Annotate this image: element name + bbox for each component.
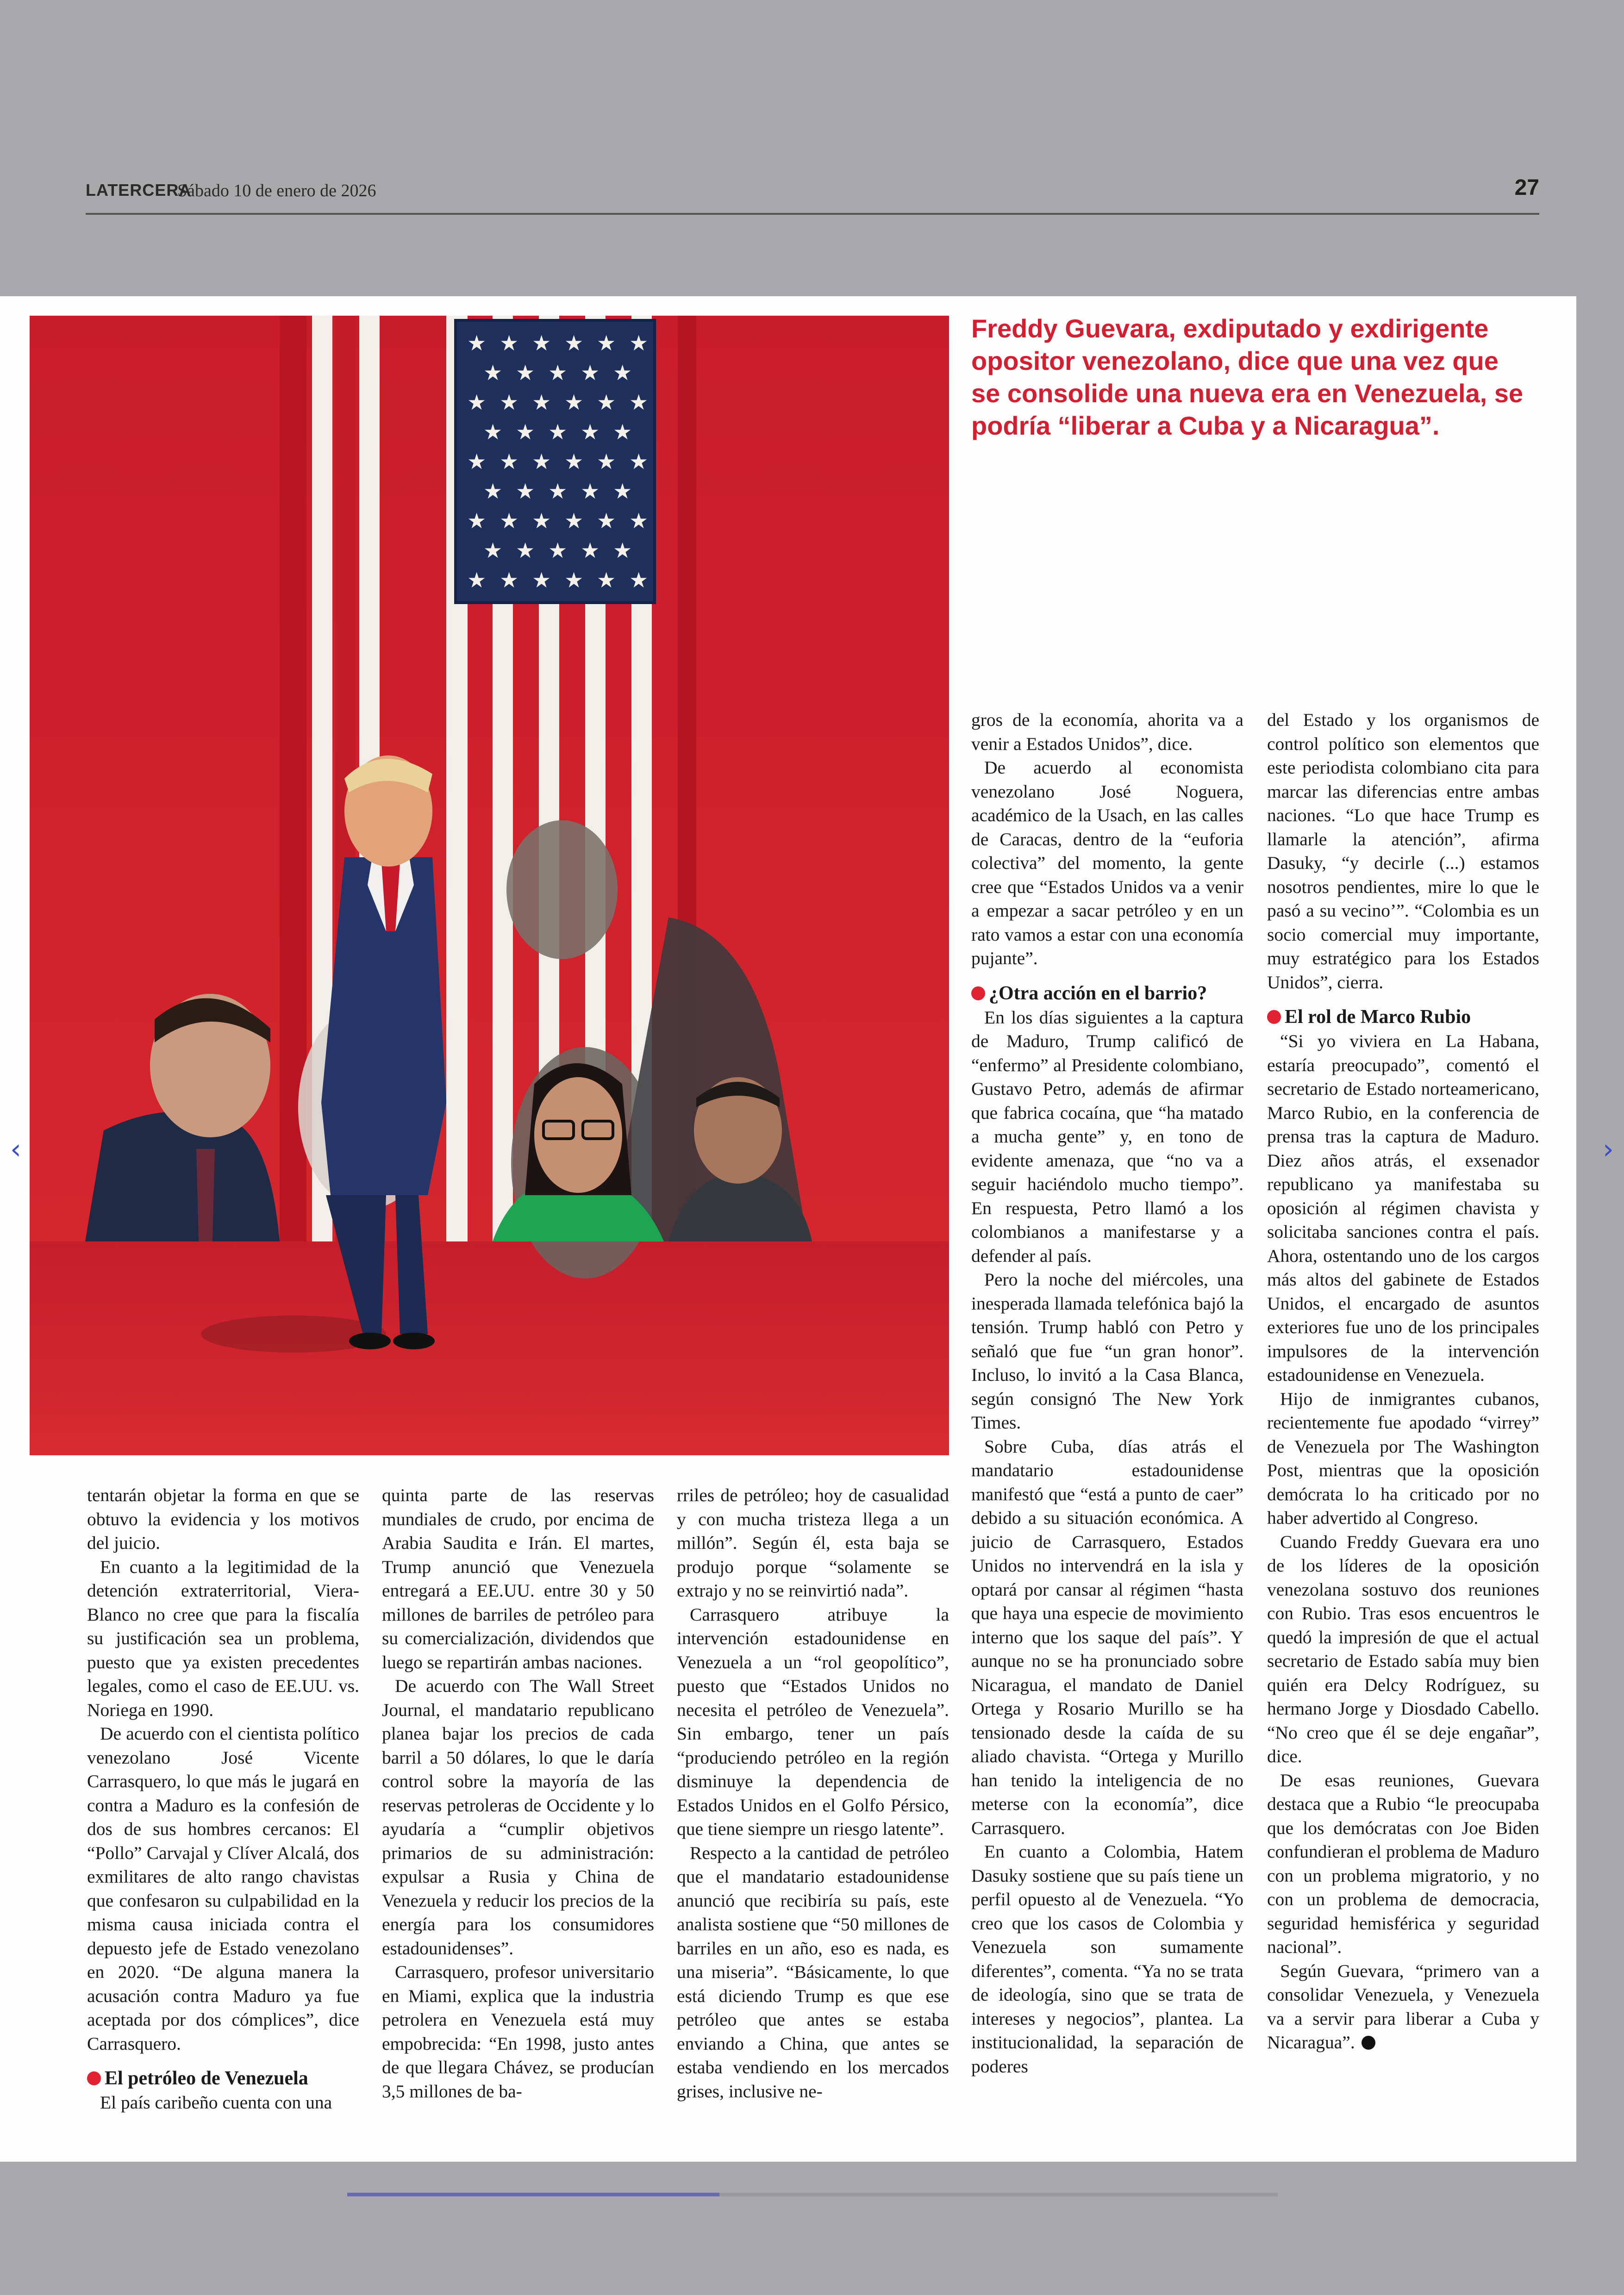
bullet-dot-icon (1267, 1010, 1281, 1024)
paragraph: En cuanto a Colombia, Hatem Dasuky sostiene que su país tiene un perfil opuesto al de Venezuela. “Yo creo que los casos de Colombia y Venezuela son sumamente diferentes”, comenta. “Ya no se trata de ideología, sino que se trata de intereses y negocios”, plantea. La institucionalidad, la separación de poderes (971, 1841, 1243, 2077)
flag-star-icon: ★ (548, 419, 568, 444)
paragraph: Hijo de inmigrantes cubanos, recientemente fue apodado “virrey” de Venezuela por The Washington Post, mientras que la oposición demócrata lo ha criticado por no haber advertido al Congreso. (1267, 1388, 1539, 1528)
paragraph: De acuerdo con The Wall Street Journal, el mandatario republicano planea bajar los precios de cada barril a 50 dólares, lo que le daría control sobre la mayoría de las reservas petroleras de Occidente y lo ayudaría a “cumplir objetivos primarios de su administración: expulsar a Rusia y China de Venezuela y reducir los precios de la energía para los consumidores estadounidenses”. (382, 1676, 654, 1958)
paragraph: De acuerdo al economista venezolano José Noguera, académico de la Usach, en las calles de Caracas, dentro de la “euforia colectiva” del momento, la gente cree que “Estados Unidos va a venir a empezar a sacar petróleo y en un rato vamos a estar con una economía pujante”. (971, 757, 1243, 968)
paragraph: Cuando Freddy Guevara era uno de los líderes de la oposición venezolana sostuvo dos reuniones con Rubio. Tras esos encuentros le quedó la impresión de que el actual secretario de Estado sabía muy bien quién era Delcy Rodríguez, su hermano Jorge y Diosdado Cabello. “No creo que él se deje engañar”, dice. (1267, 1531, 1539, 1766)
flag-star-icon: ★ (629, 449, 649, 474)
flag-canton (456, 320, 655, 603)
flag-star-icon: ★ (532, 449, 551, 474)
flag-star-icon: ★ (597, 449, 616, 474)
flag-star-icon: ★ (597, 390, 616, 415)
flag-star-icon: ★ (613, 538, 632, 563)
paragraph: tentarán objetar la forma en que se obtuvo la evidencia y los motivos del juicio. (87, 1485, 359, 1553)
flag-star-icon: ★ (467, 568, 487, 592)
flag-star-icon: ★ (532, 331, 551, 355)
flag-star-icon: ★ (613, 419, 632, 444)
paragraph: del Estado y los organismos de control político son elementos que este periodista colombiano cita para marcar las diferencias entre ambas naciones. “Lo que hace Trump es llamarle la atención”, afirma Dasuky, “y decirle (...) estamos nosotros pendientes, mire lo que le pasó a su vecino’”. “Colombia es un socio comercial muy importante, muy estratégico para los Estados Unidos”, cierra. (1267, 710, 1539, 992)
flag-star-icon: ★ (483, 360, 503, 385)
flag-star-icon: ★ (548, 479, 568, 504)
flag-star-icon: ★ (483, 479, 503, 504)
next-page-button[interactable] (1598, 1133, 1618, 1166)
paragraph: De acuerdo con el cientista político venezolano José Vicente Carrasquero, lo que más le jugará en contra a Maduro es la confesión de dos de sus hombres cercanos: El “Pollo” Carvajal y Clíver Alcalá, dos exmilitares de alto rango chavistas que confesaron su culpabilidad en la misma causa iniciada contra el depuesto jefe de Estado venezolano en 2020. “De alguna manera la acusación contra Maduro ya fue aceptada por dos cómplices”, dice Carrasquero. (87, 1723, 359, 2054)
flag-star-icon: ★ (467, 449, 487, 474)
flag-star-icon: ★ (597, 568, 616, 592)
text-column-5 (1267, 708, 1539, 2055)
flag-star-icon: ★ (564, 568, 584, 592)
paragraph: Carrasquero, profesor universitario en Miami, explica que la industria petrolera en Venezuela está muy empobrecida: “En 1998, justo antes de que llegara Chávez, se producían 3,5 millones de ba- (382, 1962, 654, 2102)
text-column-4 (971, 708, 1243, 2078)
paragraph (1267, 1959, 1539, 2055)
paragraph: “Si yo viviera en La Habana, estaría preocupado”, comentó el secretario de Estado norteamericano, Marco Rubio, en la conferencia de prensa tras la captura de Maduro. Diez años atrás, el exsenador republicano ya manifestaba su oposición al régimen chavista y solicitaba sanciones contra el país. Ahora, ostentando uno de los cargos más altos del gabinete de Estados Unidos, el encargado de asuntos exteriores fue uno de los principales impulsores de la intervención estadounidense en Venezuela. (1267, 1031, 1539, 1385)
paragraph: Respecto a la cantidad de petróleo que el mandatario estadounidense anunció que recibiría su país, este analista sostiene que “50 millones de barriles en un año, eso es nada, es una miseria”. “Básicamente, lo que está diciendo Trump es que ese petróleo que antes se estaba enviando a China, que antes se estaba vendiendo en los mercados grises, inclusive ne- (677, 1842, 949, 2102)
flag-star-icon: ★ (532, 390, 551, 415)
flag-star-icon: ★ (500, 508, 519, 533)
paragraph: quinta parte de las reservas mundiales de crudo, por encima de Arabia Saudita e Irán. El martes, Trump anunció que Venezuela entregará a EE.UU. entre 30 y 50 millones de barriles de petróleo para su comercialización, dividendos que luego se repartirán ambas naciones. (382, 1485, 654, 1672)
article-deck: Freddy Guevara, exdiputado y exdirigente opositor venezolano, dice que una vez que se consolide una nueva era en Venezuela, se podría “liberar a Cuba y a Nicaragua”. (971, 314, 1524, 440)
flag-star-icon: ★ (483, 419, 503, 444)
flag-star-icon: ★ (581, 360, 600, 385)
newspaper-brand: LATERCERA (86, 181, 192, 200)
paragraph: El país caribeño cuenta con una (100, 2092, 332, 2113)
paragraph: De esas reuniones, Guevara destaca que a Rubio “le preocupaba que los demócratas con Joe Biden confundieran el problema de Maduro con un problema migratorio, y no con un problema de democracia, seguridad hemisférica y seguridad nacional”. (1267, 1770, 1539, 1957)
text-column-3 (677, 1484, 949, 2103)
flag-star-icon: ★ (516, 360, 535, 385)
flag-star-icon: ★ (500, 331, 519, 355)
subhead-petroleo-text: El petróleo de Venezuela (105, 2068, 308, 2089)
flag-star-icon: ★ (581, 538, 600, 563)
flag-star-icon: ★ (613, 479, 632, 504)
flag-star-icon: ★ (500, 390, 519, 415)
flag-star-icon: ★ (467, 390, 487, 415)
page-header (86, 171, 1539, 218)
paragraph: rriles de petróleo; hoy de casualidad y con mucha tristeza llega a un millón”. Según él, esta baja se produjo porque “solamente se extrajo y no se reinvirtió nada”. (677, 1485, 949, 1601)
flag-star-icon: ★ (548, 538, 568, 563)
end-mark-icon (1362, 2036, 1375, 2050)
flag-star-icon: ★ (629, 508, 649, 533)
chevron-left-icon: ‹ (10, 1133, 21, 1166)
subhead-barrio (971, 981, 1243, 1006)
flag-star-icon: ★ (516, 479, 535, 504)
flag-star-icon: ★ (597, 331, 616, 355)
flag-star-icon: ★ (564, 331, 584, 355)
paragraph: Sobre Cuba, días atrás el mandatario estadounidense manifestó que “está a punto de caer” debido a su situación económica. A juicio de Carrasquero, Estados Unidos no intervendrá en la isla y optará por cansar al régimen “hasta que haya una especie de movimiento interno que los saque del país”. Y aunque no se ha pronunciado sobre Nicaragua, el mandato de Daniel Ortega y Rosario Murillo se ha tensionado desde la caída de su aliado chavista. “Ortega y Murillo han tenido la inteligencia de no meterse con la economía”, dice Carrasquero. (971, 1436, 1243, 1838)
flag-star-icon: ★ (500, 449, 519, 474)
chevron-right-icon: › (1603, 1133, 1614, 1166)
flag-star-icon: ★ (500, 568, 519, 592)
reading-progress-fill (347, 2193, 719, 2196)
flag-star-icon: ★ (629, 568, 649, 592)
flag-star-icon: ★ (467, 508, 487, 533)
flag-star-icon: ★ (516, 419, 535, 444)
paragraph: gros de la economía, ahorita va a venir a Estados Unidos”, dice. (971, 710, 1243, 754)
text-column-2 (382, 1484, 654, 2103)
paragraph: Carrasquero atribuye la intervención estadounidense en Venezuela a un “rol geopolítico”, puesto que “Estados Unidos no necesita el petróleo de Venezuela”. Sin embargo, tener un país “produciendo petróleo en la región disminuye la dependencia de Estados Unidos en el Golfo Pérsico, que tiene siempre un riesgo latente”. (677, 1604, 949, 1839)
header-rule (86, 213, 1539, 215)
bullet-dot-icon (87, 2071, 101, 2085)
flag-star-icon: ★ (548, 360, 568, 385)
page-number: 27 (1514, 175, 1539, 200)
flag-star-icon: ★ (597, 508, 616, 533)
article-illustration (30, 316, 949, 1455)
flag-star-icon: ★ (467, 331, 487, 355)
paragraph: Pero la noche del miércoles, una inesperada llamada telefónica bajó la tensión. Trump habló con Petro y señaló que fue “un gran honor”. Incluso, lo invitó a la Casa Blanca, según consignó The New York Times. (971, 1269, 1243, 1433)
text-column-1 (87, 1484, 359, 2115)
bullet-dot-icon (971, 986, 985, 1000)
flag-star-icon: ★ (564, 449, 584, 474)
flag-star-icon: ★ (564, 508, 584, 533)
paragraph: En los días siguientes a la captura de Maduro, Trump calificó de “enfermo” al Presidente colombiano, Gustavo Petro, además de afirmar que fabrica cocaína, que “ha matado a mucha gente” y, en tono de evidente amenaza, que “no va a seguir haciéndolo mucho tiempo”. En respuesta, Petro llamó a los colombianos a manifestarse y a defender al país. (971, 1007, 1243, 1266)
subhead-petroleo (87, 2066, 359, 2091)
issue-date: Sábado 10 de enero de 2026 (177, 181, 376, 200)
reading-progress-bar[interactable] (347, 2193, 1278, 2196)
previous-page-button[interactable] (6, 1133, 26, 1166)
flag-star-icon: ★ (629, 390, 649, 415)
paragraph: En cuanto a la legitimidad de la detención extraterritorial, Viera-Blanco no cree que para la fiscalía su justificación sea un problema, puesto que ya existen precedentes legales, como el caso de EE.UU. vs. Noriega en 1990. (87, 1556, 359, 1720)
subhead-rubio (1267, 1004, 1539, 1029)
flag-star-icon: ★ (613, 360, 632, 385)
flag-star-icon: ★ (629, 331, 649, 355)
flag-star-icon: ★ (532, 508, 551, 533)
closing-text: Según Guevara, “primero van a consolidar Venezuela, y Venezuela va a servir para liberar a Cuba y Nicaragua”. (1267, 1960, 1539, 2052)
flag-star-icon: ★ (516, 538, 535, 563)
flag-star-icon: ★ (581, 479, 600, 504)
flag-star-icon: ★ (483, 538, 503, 563)
newspaper-page (0, 296, 1576, 2162)
flag-star-icon: ★ (581, 419, 600, 444)
subhead-barrio-text: ¿Otra acción en el barrio? (989, 982, 1207, 1004)
flag-star-icon: ★ (564, 390, 584, 415)
flag-star-icon: ★ (532, 568, 551, 592)
subhead-rubio-text: El rol de Marco Rubio (1285, 1006, 1471, 1028)
